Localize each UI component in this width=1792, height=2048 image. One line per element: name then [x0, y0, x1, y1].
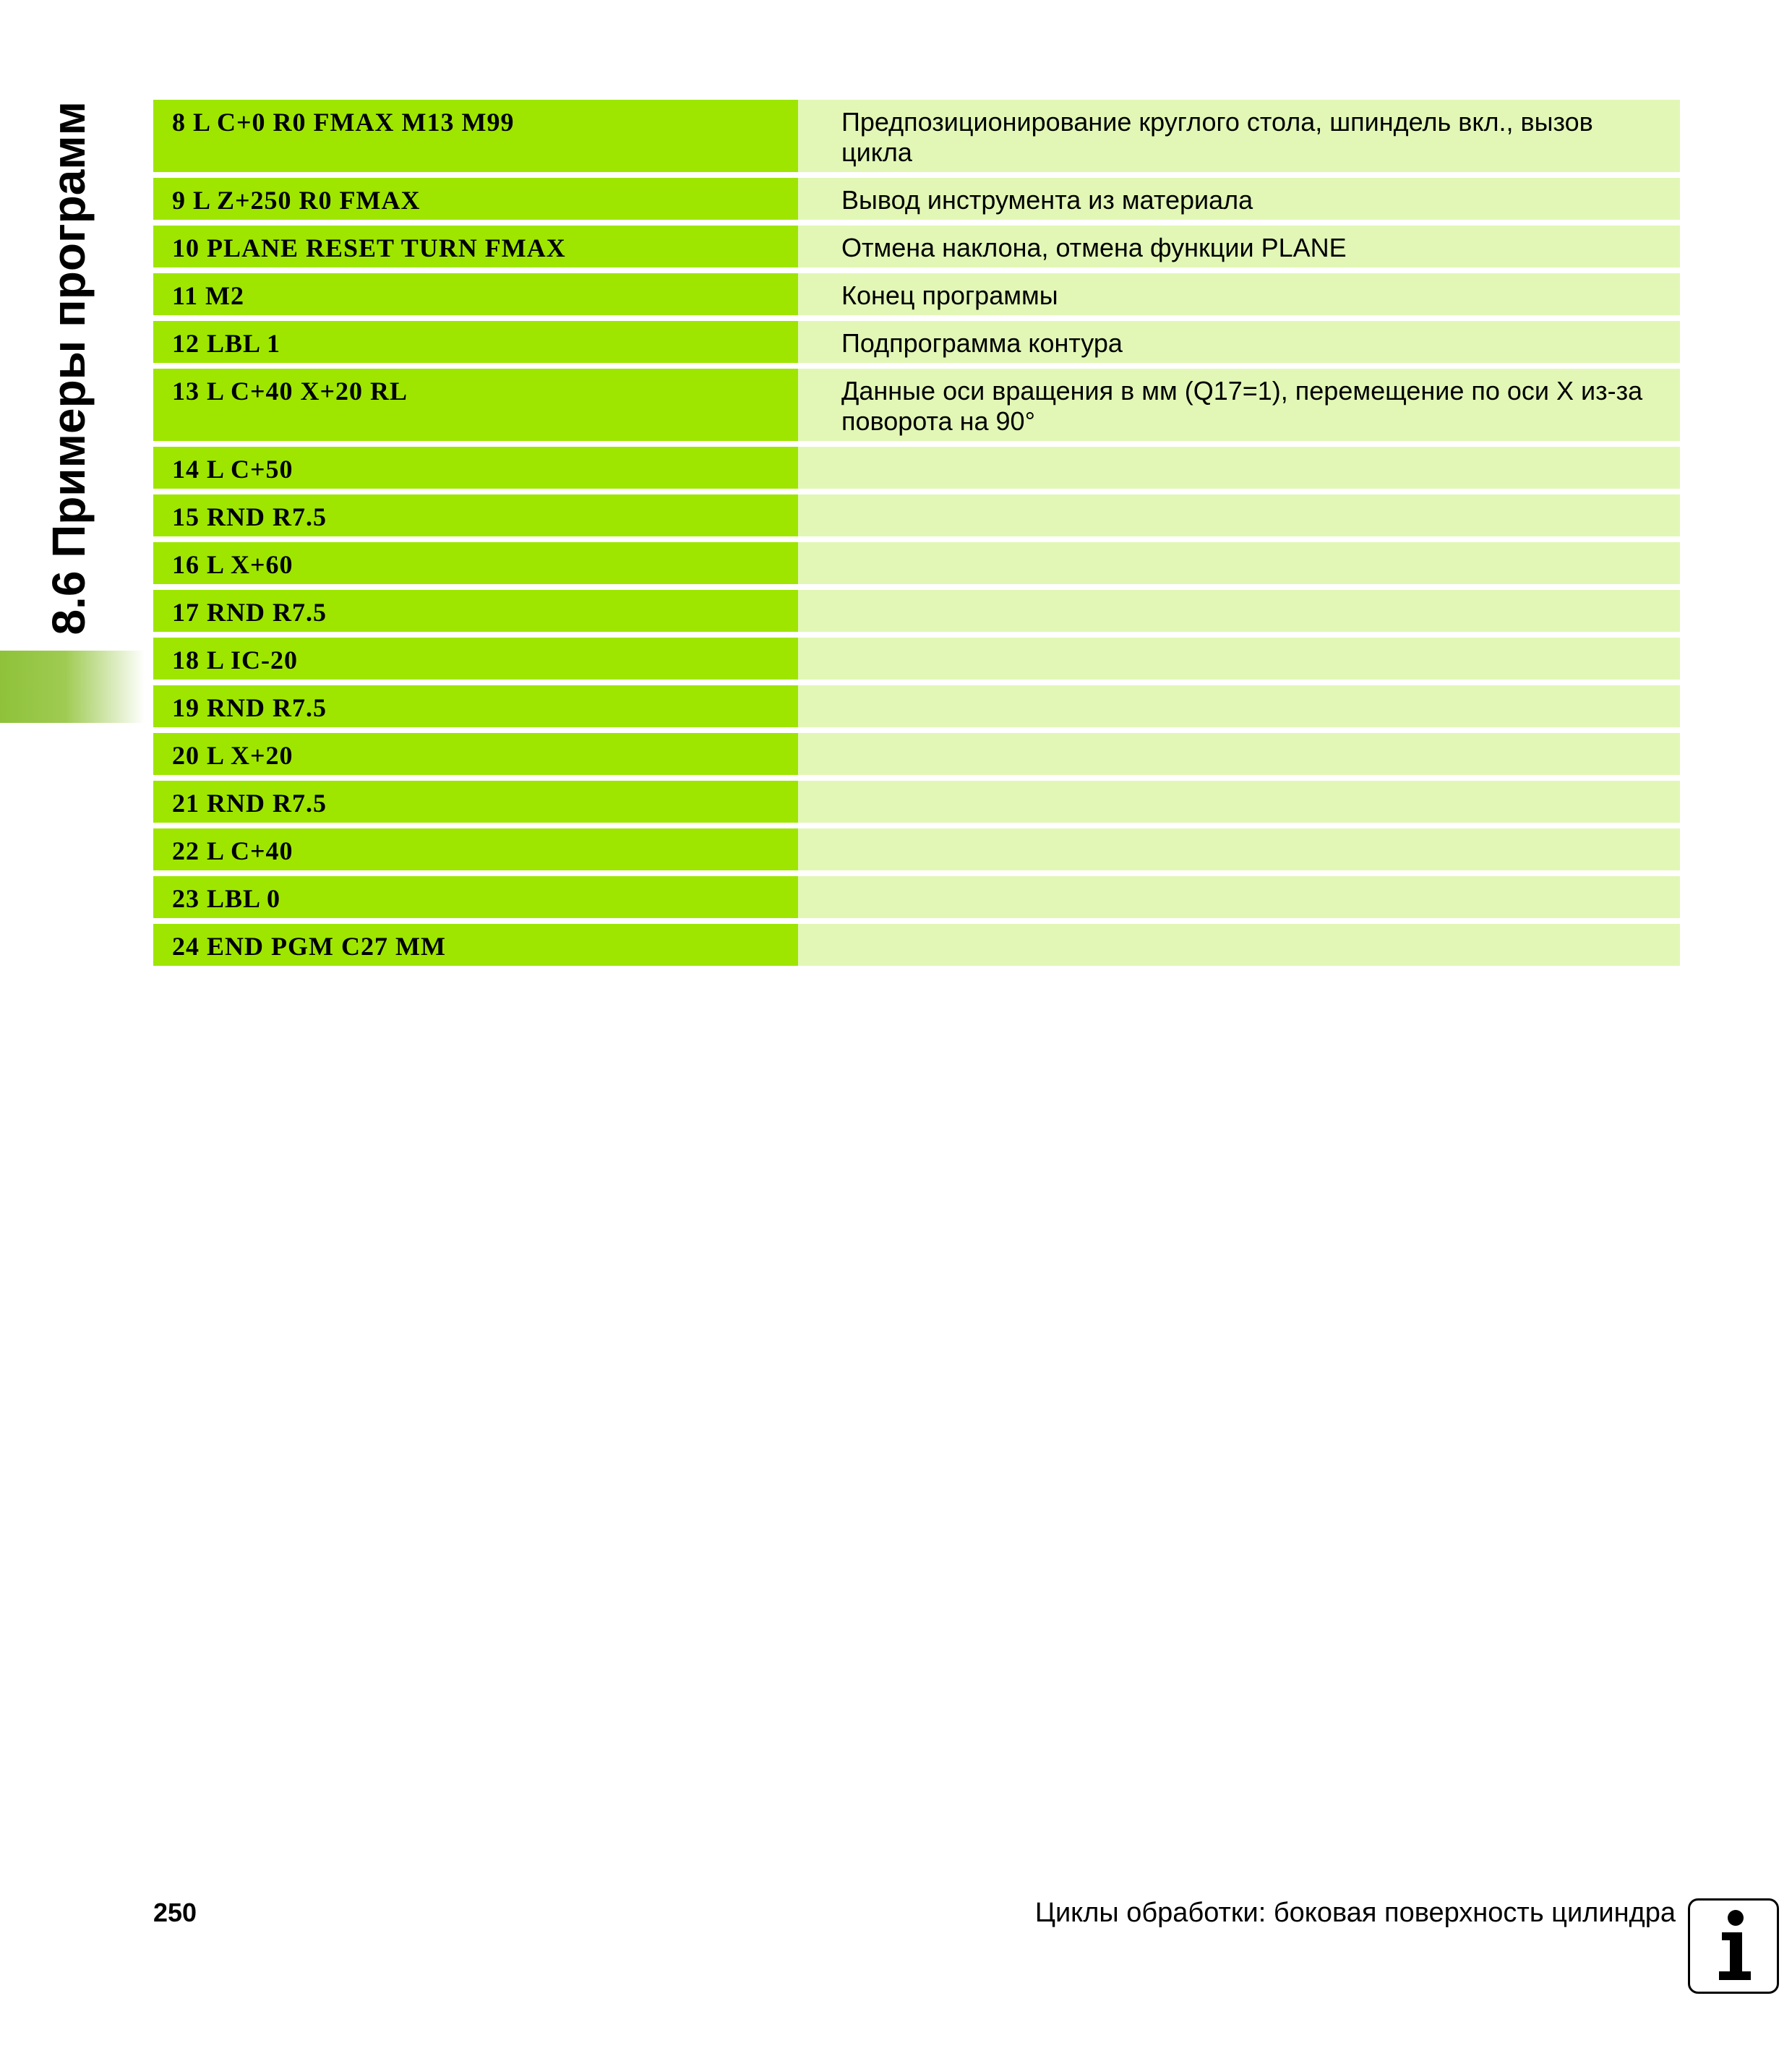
- table-row: [153, 781, 1680, 828]
- table-row: [153, 685, 1680, 733]
- program-block-code: 11 M2: [153, 273, 798, 321]
- table-row: [153, 321, 1680, 369]
- table-row: [153, 178, 1680, 226]
- table-row: [153, 494, 1680, 542]
- program-block-code: 22 L C+40: [153, 828, 798, 876]
- side-tab: [29, 101, 108, 665]
- chapter-title: Циклы обработки: боковая поверхность цилиндра: [1034, 1898, 1676, 1928]
- table-row: [153, 369, 1680, 447]
- program-listing-table: [153, 100, 1680, 972]
- info-icon: [1688, 1898, 1779, 1994]
- program-block-code: 8 L C+0 R0 FMAX M13 M99: [153, 100, 798, 178]
- program-block-code: 15 RND R7.5: [153, 494, 798, 542]
- program-block-code: 19 RND R7.5: [153, 685, 798, 733]
- program-block-comment: [798, 542, 1680, 590]
- page-number: 250: [153, 1898, 197, 1927]
- program-block-comment: Предпозиционирование круглого стола, шпиндель вкл., вызов цикла: [798, 100, 1680, 178]
- program-block-comment: [798, 638, 1680, 685]
- table-row: [153, 876, 1680, 924]
- program-block-comment: [798, 924, 1680, 972]
- program-block-comment: [798, 685, 1680, 733]
- program-block-code: 20 L X+20: [153, 733, 798, 781]
- program-block-comment: [798, 733, 1680, 781]
- program-block-comment: Данные оси вращения в мм (Q17=1), перемещение по оси X из-за поворота на 90°: [798, 369, 1680, 447]
- table-row: [153, 638, 1680, 685]
- program-block-code: 24 END PGM C27 MM: [153, 924, 798, 972]
- program-block-code: 12 LBL 1: [153, 321, 798, 369]
- table-row: [153, 226, 1680, 273]
- program-block-comment: [798, 781, 1680, 828]
- program-block-code: 17 RND R7.5: [153, 590, 798, 638]
- program-block-code: 16 L X+60: [153, 542, 798, 590]
- program-block-code: 21 RND R7.5: [153, 781, 798, 828]
- program-block-comment: [798, 590, 1680, 638]
- table-row: [153, 100, 1680, 178]
- program-block-comment: Конец программы: [798, 273, 1680, 321]
- table-row: [153, 924, 1680, 972]
- program-block-code: 9 L Z+250 R0 FMAX: [153, 178, 798, 226]
- program-block-code: 18 L IC-20: [153, 638, 798, 685]
- program-block-code: 13 L C+40 X+20 RL: [153, 369, 798, 447]
- table-row: [153, 733, 1680, 781]
- section-title: 8.6 Примеры программ: [43, 101, 95, 635]
- program-block-code: 10 PLANE RESET TURN FMAX: [153, 226, 798, 273]
- program-block-comment: [798, 494, 1680, 542]
- program-block-comment: Вывод инструмента из материала: [798, 178, 1680, 226]
- table-row: [153, 590, 1680, 638]
- program-block-comment: Отмена наклона, отмена функции PLANE: [798, 226, 1680, 273]
- program-block-code: 23 LBL 0: [153, 876, 798, 924]
- table-row: [153, 447, 1680, 494]
- table-row: [153, 273, 1680, 321]
- program-block-comment: [798, 828, 1680, 876]
- table-row: [153, 828, 1680, 876]
- program-block-comment: [798, 447, 1680, 494]
- program-block-code: 14 L C+50: [153, 447, 798, 494]
- program-block-comment: [798, 876, 1680, 924]
- program-block-comment: Подпрограмма контура: [798, 321, 1680, 369]
- table-row: [153, 542, 1680, 590]
